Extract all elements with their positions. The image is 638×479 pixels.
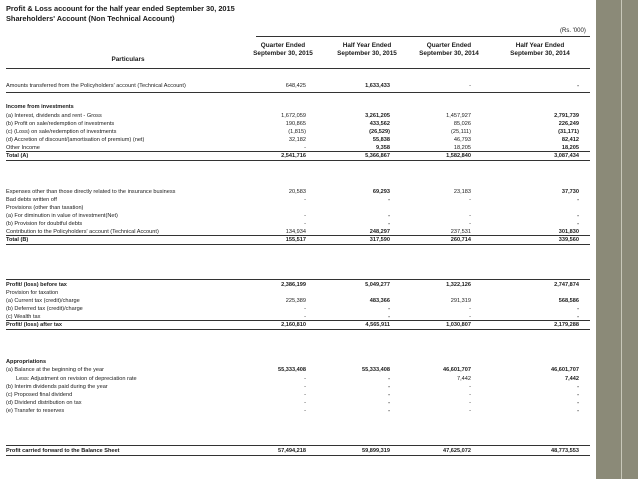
row-value-col4: - — [577, 384, 579, 390]
row-label: Provisions (other than taxation) — [6, 205, 84, 211]
row-value-col1: - — [304, 314, 306, 320]
table-row — [6, 236, 590, 244]
col-header-h2014 — [500, 42, 580, 58]
row-value-col3: 237,531 — [450, 229, 471, 235]
row-value-col2: - — [388, 408, 390, 414]
row-value-col2: - — [388, 314, 390, 320]
row-value-col3: 46,601,707 — [443, 367, 471, 373]
table-row — [6, 112, 590, 120]
row-value-col1: 134,934 — [285, 229, 306, 235]
row-value-col1: - — [304, 213, 306, 219]
row-label: Profit carried forward to the Balance Sheet — [6, 448, 120, 454]
row-value-col1: - — [304, 376, 306, 382]
row-value-col1: - — [304, 408, 306, 414]
table-row — [6, 120, 590, 128]
row-value-col4: 37,730 — [561, 189, 579, 195]
row-value-col2: 5,366,867 — [365, 153, 390, 159]
row-value-col1: (1,815) — [288, 129, 306, 135]
row-value-col1: 32,182 — [288, 137, 306, 143]
row-value-col3: (25,111) — [450, 129, 471, 135]
row-value-col1: 648,425 — [285, 83, 306, 89]
row-label: (b) Interim dividends paid during the year — [6, 384, 108, 390]
slide-side-stripe — [596, 0, 638, 479]
row-value-col2: - — [388, 376, 390, 382]
row-value-col2: - — [388, 306, 390, 312]
row-label: Less: Adjustment on revision of depreciation rate — [16, 376, 137, 382]
row-rule — [6, 279, 590, 280]
row-value-col4: - — [577, 221, 579, 227]
row-value-col4: 48,773,553 — [551, 448, 579, 454]
row-value-col2: - — [388, 221, 390, 227]
row-value-col4: - — [577, 197, 579, 203]
row-value-col3: 47,625,072 — [443, 448, 471, 454]
table-row — [6, 358, 590, 366]
row-value-col2: 483,366 — [369, 298, 390, 304]
row-value-col4: 226,249 — [558, 121, 579, 127]
row-rule — [6, 92, 590, 93]
col-header-q2015 — [246, 42, 320, 58]
col-header-q2014-line2: September 30, 2014 — [419, 50, 479, 57]
row-label: (c) (Loss) on sale/redemption of investments — [6, 129, 117, 135]
row-value-col3: 85,026 — [453, 121, 471, 127]
table-row — [6, 128, 590, 136]
row-label: Income from investments — [6, 104, 74, 110]
col-header-h2014-line2: September 30, 2014 — [510, 50, 570, 57]
row-value-col1: 57,494,218 — [278, 448, 306, 454]
col-header-q2015-line2: September 30, 2015 — [253, 50, 313, 57]
slide-side-stripe-line — [621, 0, 622, 479]
row-value-col1: - — [304, 392, 306, 398]
row-value-col2: - — [388, 392, 390, 398]
col-header-q2014-line1: Quarter Ended — [426, 42, 472, 49]
row-label: Appropriations — [6, 359, 47, 365]
row-value-col3: 1,322,126 — [446, 282, 471, 288]
row-value-col4: 568,586 — [558, 298, 579, 304]
row-value-col4: - — [577, 213, 579, 219]
row-value-col3: - — [469, 408, 471, 414]
row-value-col2: 1,633,433 — [365, 83, 390, 89]
units-label: (Rs. '000) — [560, 28, 586, 34]
row-value-col3: - — [469, 400, 471, 406]
row-value-col2: (26,529) — [369, 129, 390, 135]
row-value-col3: 1,582,840 — [446, 153, 471, 159]
row-label: (c) Proposed final dividend — [6, 392, 73, 398]
row-value-col3: 18,205 — [453, 145, 471, 151]
col-header-q2014 — [412, 42, 486, 58]
table-row — [6, 289, 590, 297]
row-value-col3: 1,030,807 — [446, 322, 471, 328]
row-label: (e) Transfer to reserves — [6, 408, 65, 414]
row-value-col4: - — [577, 306, 579, 312]
row-value-col4: 2,791,739 — [554, 113, 579, 119]
row-value-col2: 55,838 — [372, 137, 390, 143]
table-row — [6, 366, 590, 374]
row-value-col4: - — [577, 400, 579, 406]
row-value-col1: 55,333,408 — [278, 367, 306, 373]
row-label: Total (A) — [6, 153, 29, 159]
row-value-col2: 4,565,911 — [365, 322, 390, 328]
row-value-col1: 2,160,810 — [281, 322, 306, 328]
row-value-col3: - — [469, 392, 471, 398]
row-value-col2: - — [388, 384, 390, 390]
table-row — [6, 152, 590, 160]
table-row — [6, 399, 590, 407]
row-label: (d) Accretion of discount/(amortisation of premium) (net) — [6, 137, 145, 143]
row-value-col3: 23,183 — [453, 189, 471, 195]
table-row — [6, 447, 590, 455]
row-value-col2: 5,049,277 — [365, 282, 390, 288]
row-rule — [6, 320, 590, 321]
row-rule — [6, 445, 590, 446]
row-value-col1: 190,865 — [285, 121, 306, 127]
row-value-col4: 301,830 — [558, 229, 579, 235]
row-value-col1: - — [304, 400, 306, 406]
row-value-col2: 433,562 — [369, 121, 390, 127]
row-value-col4: 339,560 — [558, 237, 579, 243]
row-value-col3: - — [469, 213, 471, 219]
row-label: (b) Provision for doubtful debts — [6, 221, 83, 227]
table-row — [6, 196, 590, 204]
row-value-col2: 59,899,319 — [362, 448, 390, 454]
col-header-h2015 — [330, 42, 404, 58]
table-row — [6, 204, 590, 212]
row-value-col2: 69,293 — [372, 189, 390, 195]
row-value-col1: 225,389 — [285, 298, 306, 304]
statement-subtitle: Shareholders' Account (Non Technical Account) — [6, 14, 175, 23]
row-value-col1: - — [304, 306, 306, 312]
row-label: (c) Wealth tax — [6, 314, 41, 320]
units-rule — [256, 36, 590, 37]
col-header-h2014-line1: Half Year Ended — [515, 42, 565, 49]
row-value-col4: - — [577, 408, 579, 414]
row-rule — [6, 244, 590, 245]
row-value-col1: 1,672,059 — [281, 113, 306, 119]
row-label: (a) For diminution in value of investment(Net) — [6, 213, 118, 219]
row-label: (b) Deferred tax (credit)/charge — [6, 306, 83, 312]
particulars-header: Particulars — [111, 56, 145, 63]
row-value-col1: - — [304, 197, 306, 203]
col-header-q2015-line1: Quarter Ended — [260, 42, 306, 49]
row-value-col4: 18,205 — [561, 145, 579, 151]
row-value-col4: - — [577, 83, 579, 89]
row-label: (a) Balance at the beginning of the year — [6, 367, 104, 373]
row-value-col3: 7,442 — [457, 376, 471, 382]
row-value-col3: - — [469, 83, 471, 89]
row-label: (a) Interest, dividends and rent - Gross — [6, 113, 102, 119]
row-value-col2: 317,590 — [369, 237, 390, 243]
row-label: Total (B) — [6, 237, 29, 243]
row-value-col2: 55,333,408 — [362, 367, 390, 373]
row-value-col2: 3,261,205 — [365, 113, 390, 119]
row-label: Bad debts written off — [6, 197, 57, 203]
table-row — [6, 297, 590, 305]
row-value-col1: - — [304, 145, 306, 151]
table-row — [6, 407, 590, 415]
row-value-col4: (31,171) — [558, 129, 579, 135]
row-value-col2: - — [388, 213, 390, 219]
row-value-col3: - — [469, 197, 471, 203]
table-row — [6, 188, 590, 196]
table-row — [6, 82, 590, 90]
row-value-col4: 46,601,707 — [551, 367, 579, 373]
table-row — [6, 391, 590, 399]
row-value-col4: - — [577, 392, 579, 398]
row-value-col4: 2,747,874 — [554, 282, 579, 288]
row-label: Provision for taxation — [6, 290, 59, 296]
row-value-col3: - — [469, 306, 471, 312]
row-value-col4: 82,412 — [561, 137, 579, 143]
row-value-col1: - — [304, 384, 306, 390]
row-value-col4: - — [577, 314, 579, 320]
row-rule — [6, 455, 590, 456]
row-value-col1: 2,386,199 — [281, 282, 306, 288]
row-label: Amounts transferred from the Policyholders' account (Technical Account) — [6, 83, 186, 89]
row-label: Profit/ (loss) after tax — [6, 322, 62, 328]
table-row — [6, 375, 590, 383]
row-value-col2: 9,358 — [376, 145, 390, 151]
table-row — [6, 281, 590, 289]
row-value-col1: 20,583 — [288, 189, 306, 195]
row-value-col1: 155,517 — [285, 237, 306, 243]
statement-title: Profit & Loss account for the half year ended September 30, 2015 — [6, 4, 235, 13]
table-row — [6, 136, 590, 144]
row-value-col3: 46,793 — [453, 137, 471, 143]
row-label: Other Income — [6, 145, 40, 151]
table-row — [6, 383, 590, 391]
row-value-col2: - — [388, 197, 390, 203]
row-rule — [6, 160, 590, 161]
table-row — [6, 220, 590, 228]
row-value-col3: - — [469, 384, 471, 390]
table-row — [6, 321, 590, 329]
row-value-col2: 248,297 — [369, 229, 390, 235]
row-value-col3: 1,457,927 — [446, 113, 471, 119]
col-header-h2015-line1: Half Year Ended — [342, 42, 392, 49]
row-value-col2: - — [388, 400, 390, 406]
row-label: (a) Current tax (credit)/charge — [6, 298, 80, 304]
row-value-col4: 7,442 — [565, 376, 579, 382]
header-rule — [6, 68, 590, 69]
row-value-col4: 3,087,434 — [554, 153, 579, 159]
row-rule — [6, 235, 590, 236]
row-value-col1: - — [304, 221, 306, 227]
table-row — [6, 212, 590, 220]
row-label: Contribution to the Policyholders' account (Technical Account) — [6, 229, 159, 235]
table-row — [6, 305, 590, 313]
table-row — [6, 103, 590, 111]
row-value-col3: 260,714 — [450, 237, 471, 243]
row-label: Expenses other than those directly related to the insurance business — [6, 189, 176, 195]
row-label: (b) Profit on sale/redemption of investments — [6, 121, 115, 127]
row-label: Profit/ (loss) before tax — [6, 282, 67, 288]
row-label: (d) Dividend distribution on tax — [6, 400, 82, 406]
row-value-col3: 291,319 — [450, 298, 471, 304]
row-value-col3: - — [469, 221, 471, 227]
row-rule — [6, 151, 590, 152]
row-value-col3: - — [469, 314, 471, 320]
row-value-col4: 2,179,288 — [554, 322, 579, 328]
row-rule — [6, 329, 590, 330]
col-header-h2015-line2: September 30, 2015 — [337, 50, 397, 57]
row-value-col1: 2,541,716 — [281, 153, 306, 159]
